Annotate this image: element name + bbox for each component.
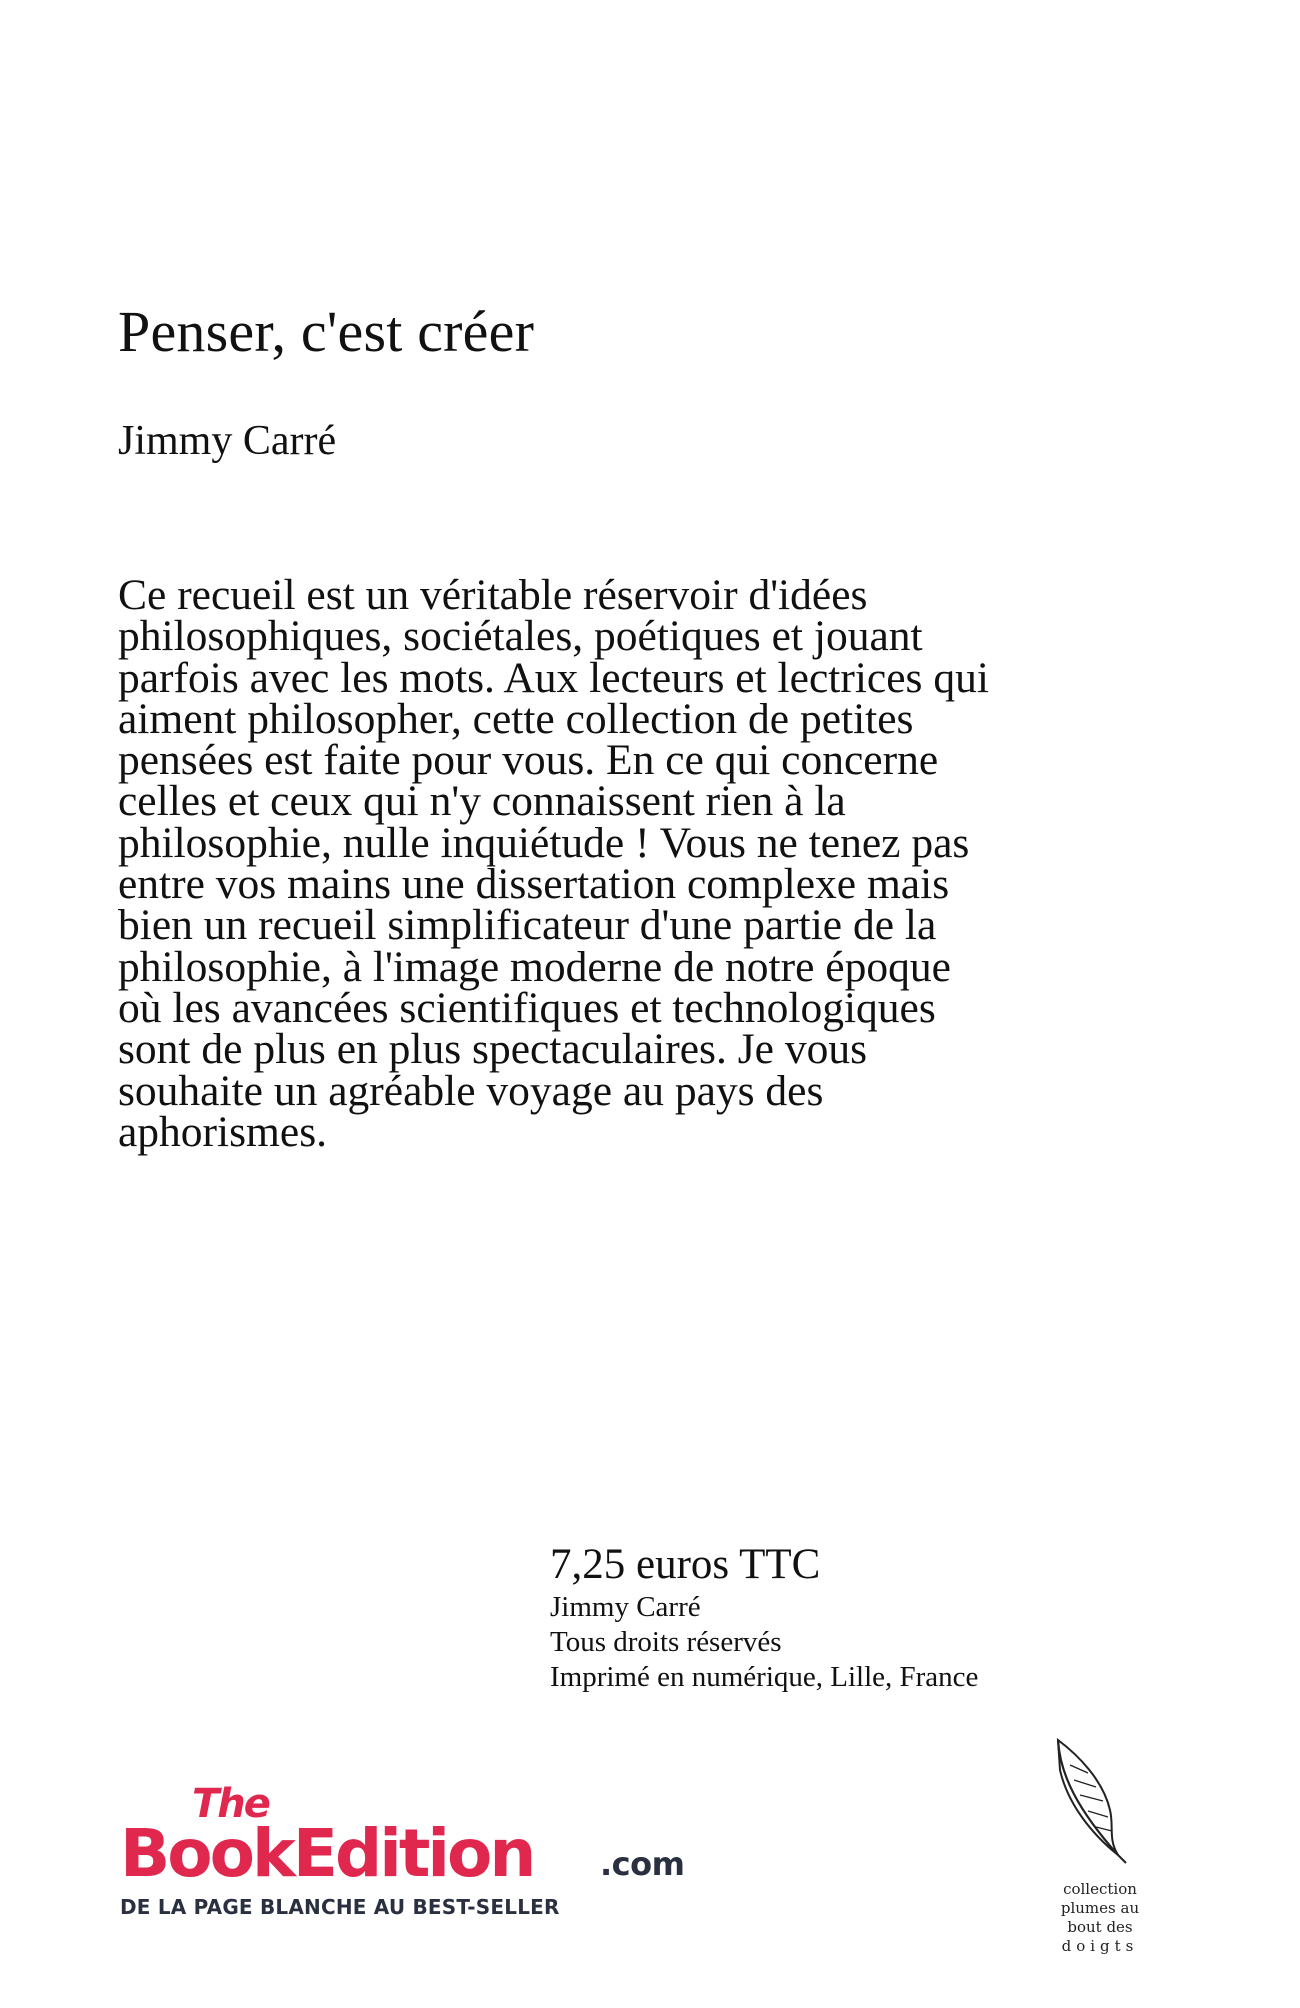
book-title: Penser, c'est créer [118,299,535,364]
collection-line-4: doigts [1061,1937,1139,1955]
book-author: Jimmy Carré [118,418,337,464]
collection-line-2: plumes au [1060,1899,1140,1917]
feather-icon [1048,1735,1138,1865]
collection-line-1: collection [1063,1880,1137,1898]
collection-line-3: bout des [1067,1918,1133,1936]
book-blurb: Ce recueil est un véritable réservoir d'idées philosophiques, sociétales, poétiques et jouant parfois avec les mots. Aux lecteurs et lectrices qui aiment philosopher, cette collection de petites pensées est faite pour vous. En ce qui concerne celles et ceux qui n'y connaissent rien à la philosophie, nulle inquiétude ! Vous ne tenez pas entre vos mains une dissertation complexe mais bien un recueil simplificateur d'une partie de la philosophie, à l'image moderne de notre époque où les avancées scientifiques et technologiques sont de plus en plus spectaculaires. Je vous souhaite un agréable voyage au pays des aphorismes. [118,571,989,1156]
colophon [550,1540,978,1695]
logo-tld: .com [600,1845,685,1883]
rights-notice: Tous droits réservés [550,1626,782,1658]
collection-label [1040,1880,1160,1956]
publisher-logo [120,1781,720,1892]
print-notice: Imprimé en numérique, Lille, France [550,1661,979,1693]
publisher-tagline: DE LA PAGE BLANCHE AU BEST-SELLER [120,1895,560,1919]
logo-main: BookEdition [120,1815,534,1892]
colophon-author: Jimmy Carré [550,1591,701,1623]
price: 7,25 euros TTC [550,1541,821,1588]
logo-the: The [192,1781,269,1827]
